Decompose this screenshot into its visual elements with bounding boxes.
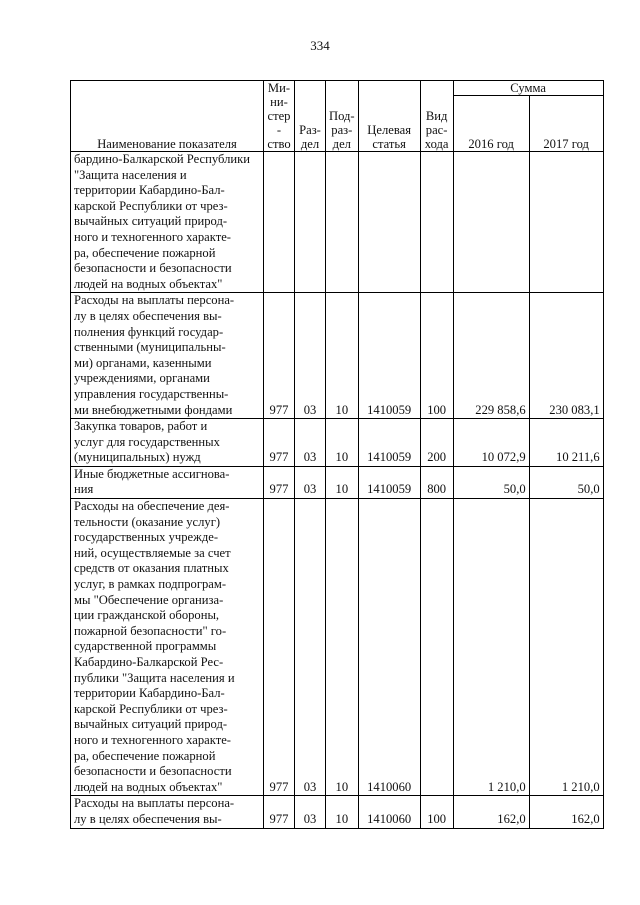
table-row (71, 152, 604, 293)
row-name: Закупка товаров, работ и услуг для государственных (муниципальных) нужд (71, 419, 264, 467)
row-section: 03 (295, 796, 326, 828)
row-expense-type: 100 (420, 293, 453, 419)
row-ministry: 977 (264, 293, 295, 419)
row-sum-2016: 1 210,0 (453, 499, 529, 796)
row-subsection: 10 (326, 499, 359, 796)
row-sum-2017: 50,0 (529, 466, 603, 498)
header-target-article: Целевая статья (358, 81, 420, 152)
header-name: Наименование показателя (71, 81, 264, 152)
row-ministry (264, 152, 295, 293)
header-subsection: Под- раз- дел (326, 81, 359, 152)
row-name: Расходы на выплаты персона- лу в целях обеспечения вы- полнения функций государ- ственными (муниципальны- ми) органами, казенными учреждениями, органами управления государственны- ми внебюджетными фондами (71, 293, 264, 419)
row-expense-type (420, 152, 453, 293)
row-article: 1410059 (358, 293, 420, 419)
row-ministry: 977 (264, 499, 295, 796)
table-row (71, 466, 604, 498)
row-sum-2017: 162,0 (529, 796, 603, 828)
row-sum-2017: 1 210,0 (529, 499, 603, 796)
row-name: бардино-Балкарской Республики "Защита населения и территории Кабардино-Бал- карской Республики от чрез- вычайных ситуаций природ- ного и техногенного характе- ра, обеспечение пожарной безопасности и безопасности людей на водных объектах" (71, 152, 264, 293)
row-name: Расходы на выплаты персона- лу в целях обеспечения вы- (71, 796, 264, 828)
budget-table (70, 80, 604, 829)
header-section: Раз- дел (295, 81, 326, 152)
row-expense-type (420, 499, 453, 796)
table-row (71, 499, 604, 796)
row-article: 1410059 (358, 466, 420, 498)
row-ministry: 977 (264, 796, 295, 828)
row-article: 1410060 (358, 499, 420, 796)
row-section: 03 (295, 419, 326, 467)
row-article: 1410060 (358, 796, 420, 828)
row-sum-2017 (529, 152, 603, 293)
row-expense-type: 800 (420, 466, 453, 498)
row-ministry: 977 (264, 466, 295, 498)
header-expense-type: Вид рас- хода (420, 81, 453, 152)
row-subsection: 10 (326, 796, 359, 828)
header-year-2017: 2017 год (529, 96, 603, 152)
row-sum-2016: 50,0 (453, 466, 529, 498)
table-row (71, 419, 604, 467)
table-header (71, 81, 604, 152)
row-sum-2016: 162,0 (453, 796, 529, 828)
row-expense-type: 100 (420, 796, 453, 828)
page-number: 334 (310, 38, 330, 53)
row-sum-2017: 10 211,6 (529, 419, 603, 467)
table-row (71, 293, 604, 419)
row-article: 1410059 (358, 419, 420, 467)
row-subsection: 10 (326, 466, 359, 498)
row-sum-2017: 230 083,1 (529, 293, 603, 419)
header-year-2016: 2016 год (453, 96, 529, 152)
row-section: 03 (295, 293, 326, 419)
row-section: 03 (295, 466, 326, 498)
row-article (358, 152, 420, 293)
header-sum: Сумма (453, 81, 603, 96)
row-name: Расходы на обеспечение дея- тельности (оказание услуг) государственных учрежде- ний, осуществляемые за счет средств от оказания платных услуг, в рамках подпрограм- мы "Обеспечение организа- ции гражданской обороны, пожарной безопасности" го- сударственной программы Кабардино-Балкарской Рес- публики "Защита населения и территории Кабардино-Бал- карской Республики от чрез- вычайных ситуаций природ- ного и техногенного характе- ра, обеспечение пожарной безопасности и безопасности людей на водных объектах" (71, 499, 264, 796)
row-section (295, 152, 326, 293)
row-section: 03 (295, 499, 326, 796)
row-subsection (326, 152, 359, 293)
table-row (71, 796, 604, 828)
row-subsection: 10 (326, 419, 359, 467)
row-name: Иные бюджетные ассигнова- ния (71, 466, 264, 498)
header-ministry: Ми- ни- стер- ство (264, 81, 295, 152)
row-subsection: 10 (326, 293, 359, 419)
table-body (71, 152, 604, 829)
row-sum-2016: 10 072,9 (453, 419, 529, 467)
row-ministry: 977 (264, 419, 295, 467)
row-expense-type: 200 (420, 419, 453, 467)
row-sum-2016 (453, 152, 529, 293)
row-sum-2016: 229 858,6 (453, 293, 529, 419)
